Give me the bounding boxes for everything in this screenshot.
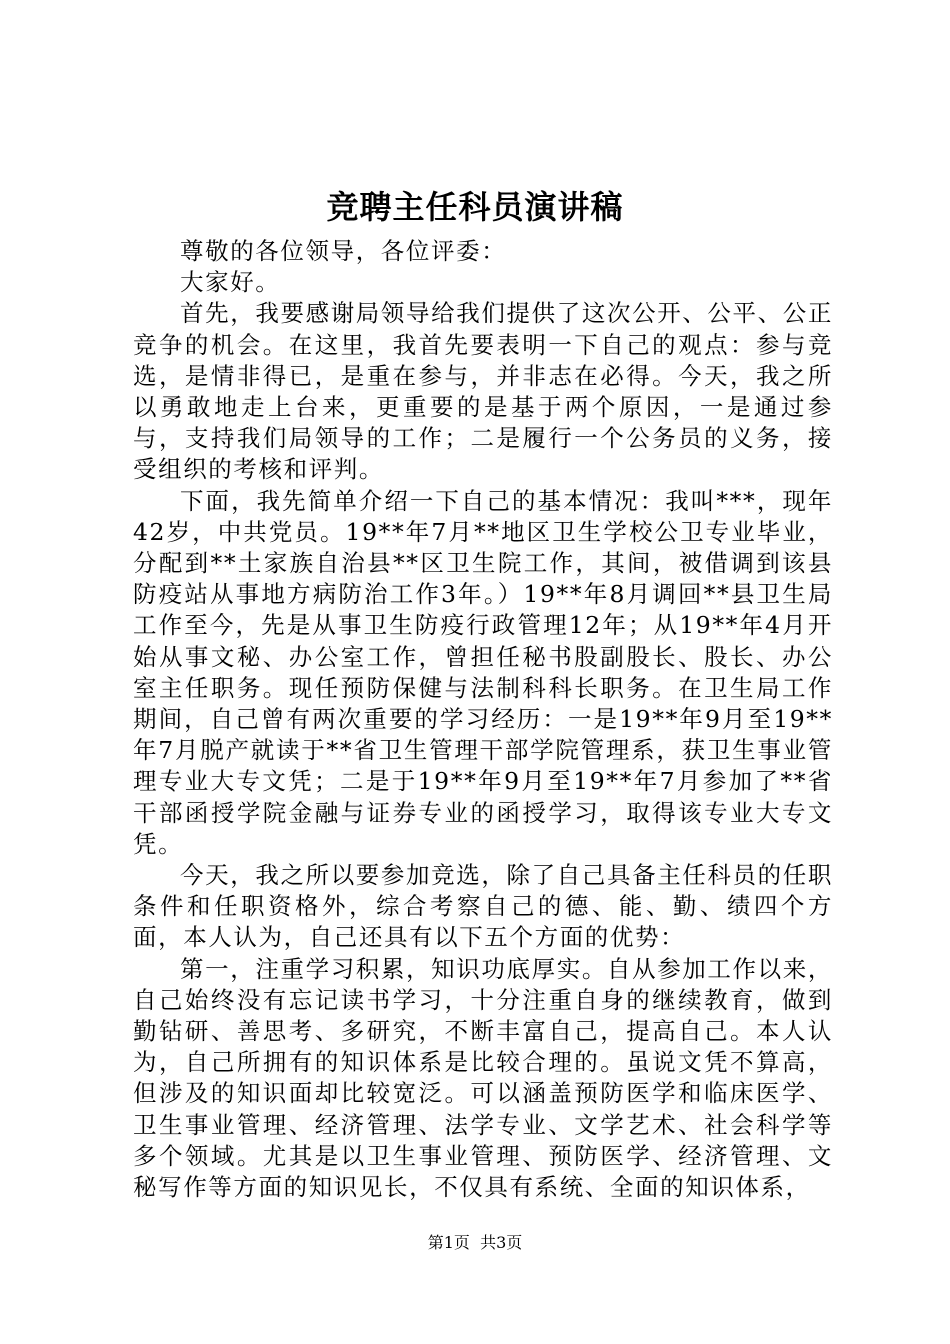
body-paragraph: 第一，注重学习积累，知识功底厚实。自从参加工作以来，自己始终没有忘记读书学习，十分注重自身的继续教育，做到勤钻研、善思考、多研究，不断丰富自己，提高自己。本人认为，自己所拥有的知识体系是比较合理的。虽说文凭不算高，但涉及的知识面却比较宽泛。可以涵盖预防医学和临床医学、卫生事业管理、经济管理、法学专业、文学艺术、社会科学等多个领域。尤其是以卫生事业管理、预防医学、经济管理、文秘写作等方面的知识见长，不仅具有系统、全面的知识体系， xyxy=(133,954,833,1202)
page-number: 第1页 共3页 xyxy=(427,1233,523,1252)
body-paragraph: 首先，我要感谢局领导给我们提供了这次公开、公平、公正竞争的机会。在这里，我首先要表明一下自己的观点：参与竞选，是情非得已，是重在参与，并非志在必得。今天，我之所以勇敢地走上台来，更重要的是基于两个原因，一是通过参与，支持我们局领导的工作；二是履行一个公务员的义务，接受组织的考核和评判。 xyxy=(133,299,833,484)
body-paragraph: 下面，我先简单介绍一下自己的基本情况：我叫***，现年42岁，中共党员。19**年7月**地区卫生学校公卫专业毕业，分配到**土家族自治县**区卫生院工作，其间，被借调到该县防疫站从事地方病防治工作3年。）19**年8月调回**县卫生局工作至今，先是从事卫生防疫行政管理12年；从19**年4月开始从事文秘、办公室工作，曾担任秘书股副股长、股长、办公室主任职务。现任预防保健与法制科科长职务。在卫生局工作期间，自己曾有两次重要的学习经历：一是19**年9月至19**年7月脱产就读于**省卫生管理干部学院管理系，获卫生事业管理专业大专文凭；二是于19**年9月至19**年7月参加了**省干部函授学院金融与证券专业的函授学习，取得该专业大专文凭。 xyxy=(133,486,833,858)
document-body xyxy=(133,236,833,1203)
salutation-paragraph: 尊敬的各位领导，各位评委： xyxy=(180,237,507,265)
greeting-paragraph: 大家好。 xyxy=(180,268,281,297)
body-paragraph: 今天，我之所以要参加竞选，除了自己具备主任科员的任职条件和任职资格外，综合考察自己的德、能、勤、绩四个方面，本人认为，自己还具有以下五个方面的优势： xyxy=(133,861,833,952)
page-footer xyxy=(0,1233,950,1253)
document-title: 竞聘主任科员演讲稿 xyxy=(326,188,624,226)
